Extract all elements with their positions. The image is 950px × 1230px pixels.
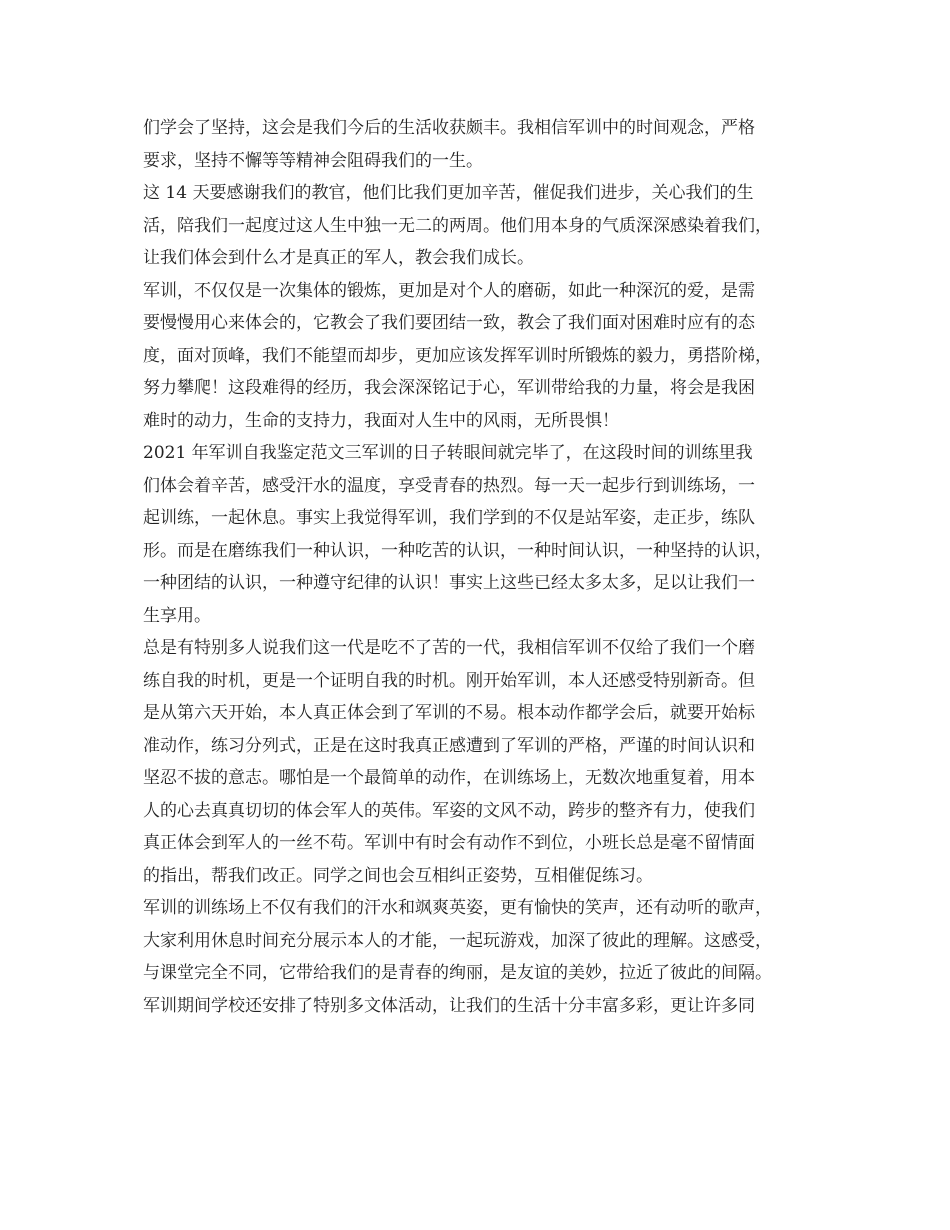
text-line: 军训，不仅仅是一次集体的锻炼，更加是对个人的磨砺，如此一种深沉的爱，是需 — [143, 280, 755, 301]
text-line: 们体会着辛苦，感受汗水的温度，享受青春的热烈。每一天一起步行到训练场，一 — [143, 475, 755, 496]
text-line: 的指出，帮我们改正。同学之间也会互相纠正姿势，互相催促练习。 — [143, 865, 653, 886]
text-line: 军训期间学校还安排了特别多文体活动，让我们的生活十分丰富多彩，更让许多同 — [143, 995, 755, 1016]
text-line: 与课堂完全不同，它带给我们的是青春的绚丽，是友谊的美妙，拉近了彼此的间隔。 — [143, 963, 772, 983]
text-line: 形。而是在磨练我们一种认识，一种吃苦的认识，一种时间认识，一种坚持的认识， — [143, 540, 772, 561]
text-line: 难时的动力，生命的支持力，我面对人生中的风雨，无所畏惧！ — [143, 410, 619, 431]
text-line: 生享用。 — [143, 605, 211, 626]
text-line: 一种团结的认识，一种遵守纪律的认识！事实上这些已经太多太多，足以让我们一 — [143, 573, 755, 593]
text-line: 努力攀爬！这段难得的经历，我会深深铭记于心，军训带给我的力量，将会是我困 — [143, 378, 755, 398]
text-line: 起训练，一起休息。事实上我觉得军训，我们学到的不仅是站军姿，走正步，练队 — [143, 508, 755, 528]
text-line: 是从第六天开始，本人真正体会到了军训的不易。根本动作都学会后，就要开始标 — [143, 703, 755, 723]
text-line: 坚忍不拔的意志。哪怕是一个最简单的动作，在训练场上，无数次地重复着，用本 — [143, 768, 755, 788]
text-line: 总是有特别多人说我们这一代是吃不了苦的一代，我相信军训不仅给了我们一个磨 — [143, 638, 755, 658]
text-line: 这 14 天要感谢我们的教官，他们比我们更加辛苦，催促我们进步，关心我们的生 — [143, 183, 754, 203]
text-line: 活，陪我们一起度过这人生中独一无二的两周。他们用本身的气质深深感染着我们， — [143, 215, 772, 236]
text-line: 军训的训练场上不仅有我们的汗水和飒爽英姿，更有愉快的笑声，还有动听的歌声， — [143, 898, 772, 918]
text-line: 2021 年军训自我鉴定范文三军训的日子转眼间就完毕了，在这段时间的训练里我 — [143, 443, 753, 463]
text-line: 练自我的时机，更是一个证明自我的时机。刚开始军训，本人还感受特别新奇。但 — [143, 670, 755, 691]
text-line: 让我们体会到什么才是真正的军人，教会我们成长。 — [143, 248, 534, 268]
text-line: 真正体会到军人的一丝不苟。军训中有时会有动作不到位，小班长总是毫不留情面 — [143, 833, 755, 853]
text-line: 准动作，练习分列式，正是在这时我真正感遭到了军训的严格，严谨的时间认识和 — [143, 735, 755, 756]
text-line: 要慢慢用心来体会的，它教会了我们要团结一致，教会了我们面对困难时应有的态 — [143, 313, 755, 333]
text-line: 们学会了坚持，这会是我们今后的生活收获颇丰。我相信军训中的时间观念，严格 — [143, 118, 755, 138]
document-body — [143, 112, 808, 1022]
text-line: 大家利用休息时间充分展示本人的才能，一起玩游戏，加深了彼此的理解。这感受， — [143, 930, 772, 951]
text-line: 人的心去真真切切的体会军人的英伟。军姿的文风不动，跨步的整齐有力，使我们 — [143, 800, 755, 821]
text-line: 度，面对顶峰，我们不能望而却步，更加应该发挥军训时所锻炼的毅力，勇搭阶梯， — [143, 345, 772, 366]
text-line: 要求，坚持不懈等等精神会阻碍我们的一生。 — [143, 150, 483, 171]
